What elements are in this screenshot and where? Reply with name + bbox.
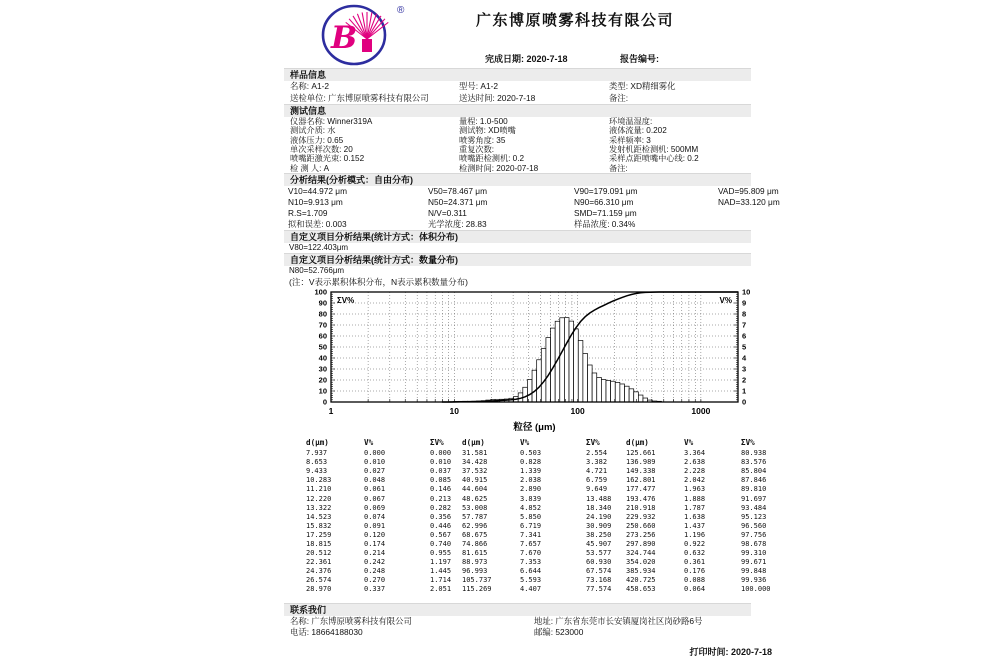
table-cell: 115.269 [462,585,492,594]
field: 仪器名称: Winner319A [290,117,373,126]
finish-date: 完成日期: 2020-7-18 [485,54,568,64]
analysis-item: N90=66.310 μm [574,197,634,208]
table-cell: 0.740 [430,540,452,548]
table-cell: 324.744 [626,549,656,558]
table-row [284,567,776,576]
table-row [284,549,776,558]
table-cell: 229.932 [626,512,656,521]
field: 送达时间: 2020-7-18 [459,92,536,103]
table-cell: 53.577 [586,549,612,558]
table-cell: 250.660 [626,521,656,530]
field: 名称: A1-2 [290,81,330,91]
field: 液体流量: 0.202 [609,126,667,136]
table-cell: 98.678 [741,540,767,548]
table-cell: 0.270 [364,576,386,585]
table-cell: 0.176 [684,567,706,576]
svg-text:80: 80 [318,309,327,319]
analysis-item: VAD=95.809 μm [718,186,779,197]
svg-text:V%: V% [719,296,732,306]
svg-text:100: 100 [314,287,327,297]
table-row [284,540,776,549]
table-cell: 0.356 [430,512,452,521]
field-row [284,93,776,105]
table-cell: 88.973 [462,558,488,567]
field: 电话: 18664188030 [290,626,363,637]
analysis-row [284,219,776,230]
analysis-item: 样品浓度: 0.34% [574,219,636,230]
table-cell: 57.787 [462,512,488,521]
table-cell: 9.433 [306,467,328,476]
table-row [284,449,776,458]
table-row [284,485,776,494]
analysis-item: NAD=33.120 μm [718,197,780,208]
contact-fields [284,616,776,638]
field: 类型: XD精细雾化 [609,81,676,91]
table-cell: 5.593 [520,576,542,585]
table-cell: 89.810 [741,485,767,494]
table-cell: 136.989 [626,458,656,467]
table-cell: 7.341 [520,530,542,539]
svg-text:6: 6 [742,331,747,341]
table-cell: 85.804 [741,467,767,476]
table-cell: 30.909 [586,521,612,530]
table-cell: 38.250 [586,530,612,539]
table-cell: 24.376 [306,567,332,576]
svg-text:4: 4 [742,353,747,363]
table-cell: 4.852 [520,503,542,512]
table-cell: 6.644 [520,567,542,576]
table-cell: 7.670 [520,549,542,558]
table-cell: 0.248 [364,567,386,576]
table-cell: 0.085 [430,476,452,485]
table-cell: 74.866 [462,540,488,548]
section-title-custom-volume: 自定义项目分析结果(统计方式：体积分布) [284,230,751,243]
table-cell: 67.574 [586,567,612,576]
table-cell: 3.382 [586,458,608,467]
table-cell: 0.955 [430,549,452,558]
table-cell: 3.364 [684,449,706,458]
table-cell: 105.737 [462,576,492,585]
svg-text:9: 9 [742,298,747,308]
table-cell: 73.168 [586,576,612,585]
table-cell: 0.922 [684,540,706,548]
table-cell: 297.890 [626,540,656,548]
table-cell: 13.322 [306,503,332,512]
table-cell: 0.213 [430,494,452,503]
table-cell: 18.340 [586,503,612,512]
table-cell: 0.446 [430,521,452,530]
analysis-results [284,186,780,230]
table-cell: 13.488 [586,494,612,503]
table-cell: 24.190 [586,512,612,521]
table-cell: 99.848 [741,567,767,576]
table-cell: 7.937 [306,449,328,458]
table-cell: 6.759 [586,476,608,485]
table-cell: 210.918 [626,503,656,512]
table-cell: 0.061 [364,485,386,494]
field: 单次采样次数: 20 [290,145,353,155]
table-cell: 149.338 [626,467,656,476]
sample-info-fields [284,81,776,104]
field: 名称: 广东博原喷雾科技有限公司 [290,615,412,626]
table-cell: 22.361 [306,558,332,567]
svg-text:40: 40 [318,353,327,363]
field: 量程: 1.0-500 [459,117,508,126]
table-header-cell: ΣV% [741,438,755,448]
table-cell: 1.787 [684,503,706,512]
field: 地址: 广东省东莞市长安镇厦岗社区岗砂路6号 [534,615,703,626]
table-cell: 0.048 [364,476,386,485]
table-row [284,576,776,585]
field-row [284,616,776,627]
svg-text:100: 100 [570,406,585,417]
table-row [284,531,776,540]
svg-text:70: 70 [318,320,327,330]
table-header-cell: ΣV% [586,438,600,448]
table-row [284,458,776,467]
table-cell: 0.120 [364,530,386,539]
table-cell: 8.653 [306,458,328,467]
svg-text:ΣV%: ΣV% [337,296,355,306]
table-cell: 95.123 [741,512,767,521]
table-row [284,476,776,485]
field-row [284,136,776,145]
table-cell: 273.256 [626,530,656,539]
table-header-cell: d(μm) [306,438,329,448]
table-cell: 0.632 [684,549,706,558]
histogram-bars [444,318,661,402]
table-cell: 99.671 [741,558,767,567]
table-cell: 48.625 [462,494,488,503]
table-cell: 0.282 [430,503,452,512]
table-cell: 2.038 [520,476,542,485]
table-cell: 1.445 [430,567,452,576]
table-cell: 0.214 [364,549,386,558]
section-title-analysis: 分析结果(分析模式：自由分布) [284,173,751,186]
table-cell: 44.604 [462,485,488,494]
field: 测试物: XD喷嘴 [459,126,516,136]
table-cell: 91.697 [741,494,767,503]
svg-text:0: 0 [742,397,747,407]
table-row [284,522,776,531]
svg-text:10: 10 [318,386,327,396]
table-cell: 2.042 [684,476,706,485]
svg-text:1000: 1000 [691,406,711,417]
table-cell: 26.574 [306,576,332,585]
table-cell: 4.721 [586,467,608,476]
table-header-cell: d(μm) [626,438,649,448]
table-cell: 99.310 [741,549,767,558]
table-cell: 14.523 [306,512,332,521]
table-cell: 0.064 [684,585,706,594]
analysis-item [718,208,776,219]
table-cell: 5.850 [520,512,542,521]
table-cell: 40.915 [462,476,488,485]
analysis-row [284,208,776,219]
field: 环境温湿度: [609,117,653,126]
field: 备注: [609,92,629,103]
field-row [284,81,776,93]
table-cell: 0.337 [364,585,386,594]
table-row [284,495,776,504]
table-cell: 83.576 [741,458,767,467]
table-cell: 354.020 [626,558,656,567]
table-cell: 0.000 [364,449,386,458]
table-header-cell: ΣV% [430,438,444,448]
table-row [284,585,776,594]
table-cell: 68.675 [462,530,488,539]
table-cell: 6.719 [520,521,542,530]
field: 采样点距喷嘴中心线: 0.2 [609,154,699,164]
table-cell: 7.353 [520,558,542,567]
svg-text:60: 60 [318,331,327,341]
svg-text:3: 3 [742,364,747,374]
field: 备注: [609,163,628,173]
section-title-test-info: 测试信息 [284,104,751,117]
table-cell: 1.714 [430,576,452,585]
field: 喷嘴距检测机: 0.2 [459,154,525,164]
table-cell: 34.428 [462,458,488,467]
table-cell: 99.936 [741,576,767,585]
table-cell: 1.437 [684,521,706,530]
table-cell: 80.938 [741,449,767,458]
svg-text:10: 10 [742,287,751,297]
table-cell: 0.067 [364,494,386,503]
table-cell: 1.196 [684,530,706,539]
field: 送检单位: 广东博原喷雾科技有限公司 [290,92,429,103]
distribution-note: (注：V表示累积体积分布，N表示累积数量分布) [289,277,468,288]
table-cell: 2.890 [520,485,542,494]
table-row [284,558,776,567]
table-cell: 0.010 [364,458,386,467]
analysis-item: N/V=0.311 [428,208,467,219]
table-cell: 31.581 [462,449,488,458]
field: 发射机距检测机: 500MM [609,145,699,155]
svg-text:1: 1 [742,386,747,396]
table-row [284,513,776,522]
analysis-item: 光学浓度: 28.83 [428,219,487,230]
table-header-row [284,437,776,449]
svg-text:1: 1 [328,406,334,417]
logo-letter: B [331,20,358,56]
field-row [284,117,776,126]
table-cell: 0.037 [430,467,452,476]
svg-text:90: 90 [318,298,327,308]
field: 液体压力: 0.65 [290,135,344,145]
svg-text:7: 7 [742,320,747,330]
table-cell: 1.339 [520,467,542,476]
table-cell: 37.532 [462,467,488,476]
particle-size-chart [284,286,776,436]
table-cell: 81.615 [462,549,488,558]
table-cell: 9.649 [586,485,608,494]
table-cell: 45.907 [586,540,612,548]
field: 测试介质: 水 [290,126,336,136]
table-cell: 17.259 [306,530,332,539]
svg-text:10: 10 [449,406,460,417]
table-cell: 0.000 [430,449,452,458]
table-cell: 100.000 [741,585,771,594]
analysis-item: R.S=1.709 [288,208,328,219]
table-cell: 28.970 [306,585,332,594]
n80-value: N80=52.766μm [289,266,345,276]
company-title: 广东博原喷雾科技有限公司 [476,12,675,29]
table-cell: 93.484 [741,503,767,512]
table-cell: 0.088 [684,576,706,585]
field: 检测时间: 2020-07-18 [459,163,539,173]
table-cell: 60.930 [586,558,612,567]
table-header-cell: V% [684,438,694,448]
report-body [284,0,780,666]
table-cell: 0.361 [684,558,706,567]
table-header-cell: d(μm) [462,438,485,448]
field: 型号: A1-2 [459,81,499,91]
table-cell: 0.146 [430,485,452,494]
table-cell: 87.846 [741,476,767,485]
field: 重复次数: [459,145,495,155]
analysis-row [284,186,779,197]
analysis-item: N50=24.371 μm [428,197,488,208]
company-logo-icon [317,2,412,71]
table-cell: 0.567 [430,530,452,539]
table-cell: 385.934 [626,567,656,576]
svg-text:20: 20 [318,375,327,385]
table-cell: 1.638 [684,512,706,521]
table-cell: 62.996 [462,521,488,530]
table-cell: 2.638 [684,458,706,467]
svg-text:30: 30 [318,364,327,374]
section-title-custom-number: 自定义项目分析结果(统计方式：数量分布) [284,253,751,266]
field: 检 测 人: A [290,163,330,173]
table-cell: 96.560 [741,521,767,530]
field: 采样频率: 3 [609,135,651,145]
spray-logo-icon [317,2,412,66]
table-header-cell: V% [520,438,530,448]
table-cell: 2.554 [586,449,608,458]
table-cell: 1.963 [684,485,706,494]
table-cell: 0.828 [520,458,542,467]
svg-text:0: 0 [322,397,327,407]
table-cell: 0.242 [364,558,386,567]
field: 喷嘴距激光束: 0.152 [290,154,365,164]
section-title-sample-info: 样品信息 [284,68,751,81]
table-cell: 420.725 [626,576,656,585]
svg-text:8: 8 [742,309,747,319]
table-cell: 1.197 [430,558,452,567]
analysis-item: V50=78.467 μm [428,186,487,197]
field-row [284,627,776,638]
analysis-item: V10=44.972 μm [288,186,347,197]
table-cell: 0.069 [364,503,386,512]
table-cell: 162.801 [626,476,656,485]
section-title-contact: 联系我们 [284,603,751,616]
test-info-fields [284,117,776,173]
analysis-item: V90=179.091 μm [574,186,638,197]
table-cell: 10.283 [306,476,332,485]
table-cell: 12.220 [306,494,332,503]
distribution-table [284,437,776,595]
table-row [284,467,776,476]
svg-text:2: 2 [742,375,747,385]
table-cell: 77.574 [586,585,612,594]
table-cell: 96.993 [462,567,488,576]
field-row [284,164,776,173]
table-cell: 0.174 [364,540,386,548]
field: 喷雾角度: 35 [459,135,506,145]
field-row [284,126,776,135]
table-cell: 193.476 [626,494,656,503]
registered-mark-icon: ® [397,5,405,16]
table-cell: 0.503 [520,449,542,458]
v80-value: V80=122.403μm [289,243,349,253]
chart-svg [284,286,776,436]
table-cell: 11.210 [306,485,332,494]
svg-text:50: 50 [318,342,327,352]
analysis-item: 拟和误差: 0.003 [288,219,347,230]
field-row [284,154,776,163]
table-cell: 2.051 [430,585,452,594]
table-cell: 7.657 [520,540,542,548]
svg-text:粒径 (μm): 粒径 (μm) [513,422,556,434]
table-cell: 0.027 [364,467,386,476]
analysis-row [284,197,780,208]
table-cell: 177.477 [626,485,656,494]
table-cell: 15.832 [306,521,332,530]
table-cell: 4.407 [520,585,542,594]
table-cell: 97.756 [741,530,767,539]
print-time: 打印时间: 2020-7-18 [689,646,772,657]
table-row [284,504,776,513]
table-cell: 53.008 [462,503,488,512]
table-cell: 2.228 [684,467,706,476]
table-cell: 458.653 [626,585,656,594]
field-row [284,145,776,154]
analysis-item: SMD=71.159 μm [574,208,637,219]
analysis-item: N10=9.913 μm [288,197,343,208]
table-cell: 18.815 [306,540,332,548]
table-cell: 0.091 [364,521,386,530]
table-cell: 3.839 [520,494,542,503]
table-cell: 0.074 [364,512,386,521]
table-header-cell: V% [364,438,374,448]
report-header [284,0,776,68]
table-cell: 125.661 [626,449,656,458]
table-cell: 0.010 [430,458,452,467]
table-cell: 1.888 [684,494,706,503]
report-number: 报告编号: [620,54,659,64]
svg-text:5: 5 [742,342,747,352]
field: 邮编: 523000 [534,626,584,637]
table-cell: 20.512 [306,549,332,558]
analysis-item [718,219,776,230]
